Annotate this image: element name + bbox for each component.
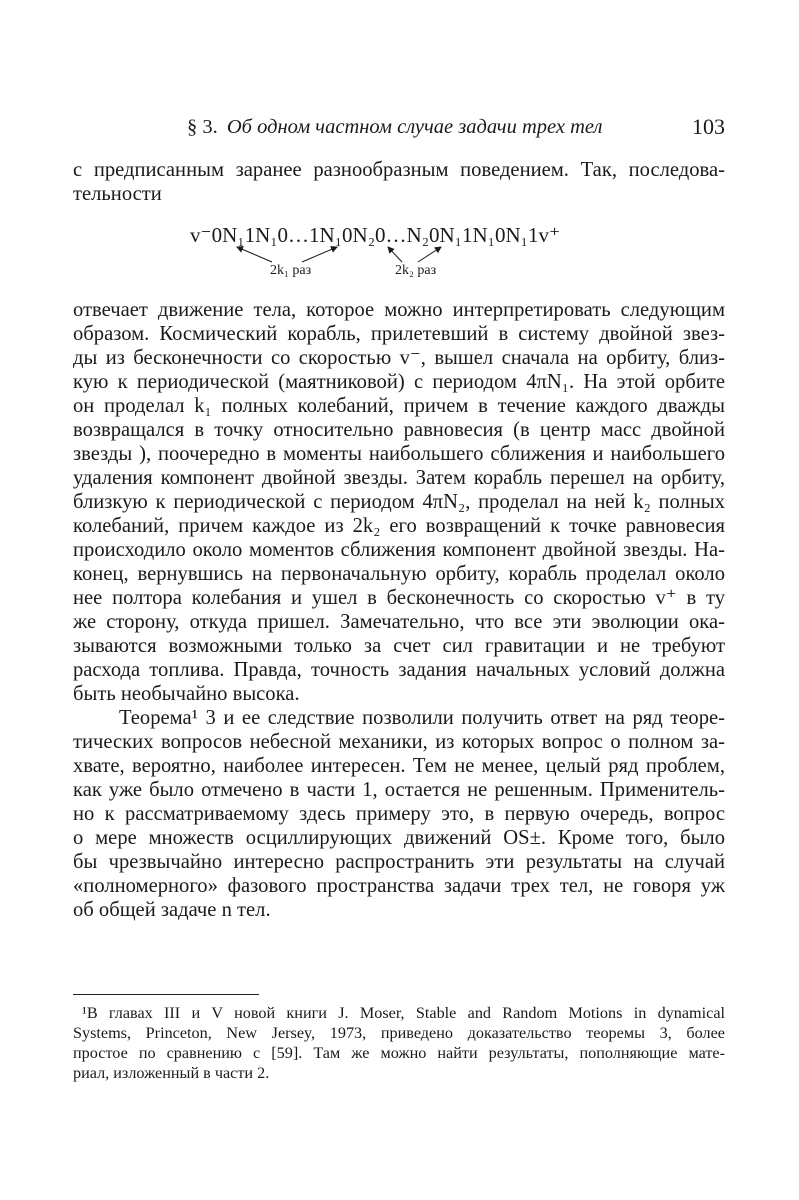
text-line: колебаний, причем каждое из 2k₂ его возвращений к точке равновесия — [73, 515, 725, 537]
text-line: удаления компонент двойной звезды. Затем корабль перешел на орбиту, — [73, 467, 725, 489]
text-line: кую к периодической (маятниковой) с периодом 4πN₁. На этой орбите — [73, 371, 725, 393]
text-line: расхода топлива. Правда, точность задания начальных условий должна — [73, 659, 725, 681]
text-line: возвращался в точку относительно равновесия (в центр масс двойной — [73, 419, 725, 441]
text-line: образом. Космический корабль, прилетевший в систему двойной звез- — [73, 323, 725, 345]
section-mark: § 3. — [187, 116, 218, 138]
footnote-line: простое по сравнению с [59]. Там же можно найти результаты, пополняющие мате- — [73, 1044, 725, 1062]
footnote-line: ¹В главах III и V новой книги J. Moser, Stable and Random Motions in dynamical — [82, 1004, 725, 1022]
text-line: об общей задаче n тел. — [73, 899, 271, 921]
text-line: зываются возможными только за счет сил гравитации и не требуют — [73, 635, 725, 657]
text-line: конец, вернувшись на первоначальную орбиту, корабль проделал около — [73, 563, 725, 585]
text-line: как уже было отмечено в части 1, остается не решенным. Применитель- — [73, 779, 725, 801]
text-line: же сторону, откуда пришел. Замечательно, что все эти эволюции ока- — [73, 611, 725, 633]
footnote-line: риал, изложенный в части 2. — [73, 1064, 270, 1082]
arrow-left-2 — [388, 247, 402, 262]
text-line: быть необычайно высока. — [73, 683, 300, 705]
formula-arrows — [0, 0, 799, 300]
text-line: бы чрезвычайно интересно распространить эти результаты на случай — [73, 851, 725, 873]
footnote-line: Systems, Princeton, New Jersey, 1973, приведено доказательство теоремы 3, более — [73, 1024, 725, 1042]
text-line: нее полтора колебания и ушел в бесконечность со скоростью v⁺ в ту — [73, 587, 725, 609]
formula-text: v⁻0N₁1N₁0…1N₁0N₂0…N₂0N₁1N₁0N₁1v⁺ — [190, 223, 561, 247]
text-line: хвате, вероятно, наиболее интересен. Тем не менее, целый ряд проблем, — [73, 755, 725, 777]
text-line: происходило около моментов сближения компонент двойной звезды. На- — [73, 539, 725, 561]
text-line: звезды ), поочередно в моменты наибольшего сближения и наибольшего — [73, 443, 725, 465]
text-line: Теорема¹ 3 и ее следствие позволили получить ответ на ряд теоре- — [119, 707, 725, 729]
text-line: «полномерного» фазового пространства задачи трех тел, не говоря уж — [73, 875, 725, 897]
text-line: с предписанным заранее разнообразным поведением. Так, последова- — [73, 159, 725, 181]
text-line: тических вопросов небесной механики, из которых вопрос о полном за- — [73, 731, 725, 753]
repeat-label-1: 2k₁ раз — [270, 263, 312, 278]
footnote-rule — [73, 994, 259, 995]
arrow-right-2 — [418, 247, 441, 262]
text-line: о мере множеств осциллирующих движений OS±. Кроме того, было — [73, 827, 725, 849]
repeat-label-2: 2k₂ раз — [395, 263, 437, 278]
text-line: тельности — [73, 183, 162, 205]
text-line: близкую к периодической с периодом 4πN₂, проделал на ней k₂ полных — [73, 491, 725, 513]
section-title: Об одном частном случае задачи трех тел — [226, 116, 603, 138]
text-line: ды из бесконечности со скоростью v⁻, вышел сначала на орбиту, близ- — [73, 347, 725, 369]
arrow-right-1 — [302, 247, 337, 262]
arrow-left-1 — [237, 247, 272, 262]
text-line: он проделал k₁ полных колебаний, причем в течение каждого дважды — [73, 395, 725, 417]
text-line: отвечает движение тела, которое можно интерпретировать следующим — [73, 299, 725, 321]
page-number: 103 — [692, 114, 725, 139]
text-line: но к рассматриваемому здесь примеру это, в первую очередь, вопрос — [73, 803, 725, 825]
